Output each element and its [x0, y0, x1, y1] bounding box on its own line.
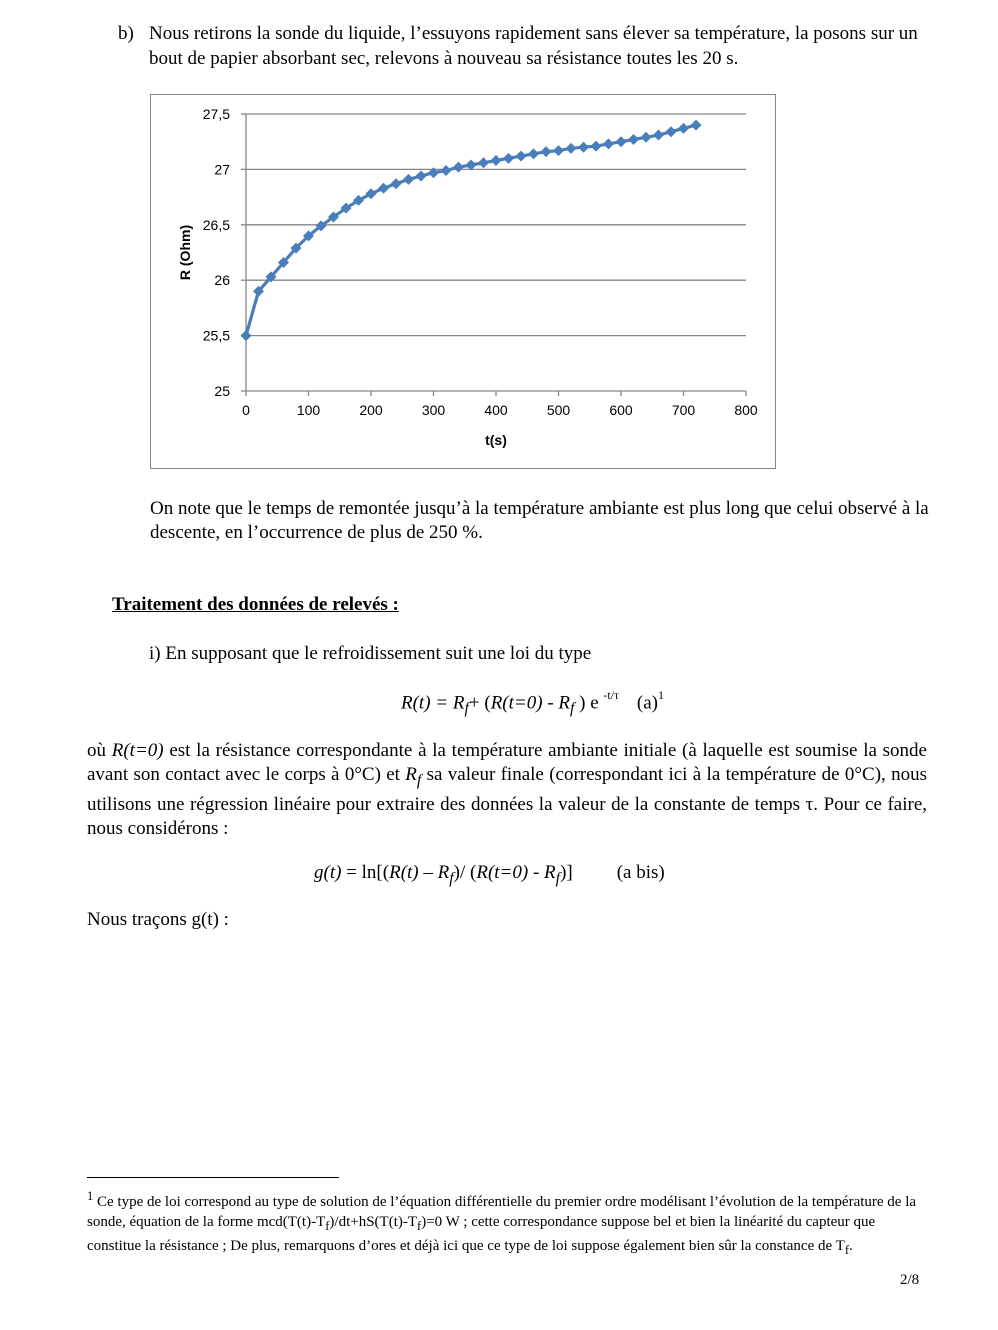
data-point	[653, 130, 664, 141]
eq-b-rt0: R(t=0)	[476, 862, 529, 883]
para-rf: R	[405, 764, 417, 785]
data-point	[678, 123, 689, 134]
data-point	[666, 126, 677, 137]
eq-b-rt: R(t)	[389, 862, 419, 883]
eq-b-rf1: R	[437, 862, 450, 883]
footnote-sub-2: f	[417, 1219, 422, 1233]
item-b-text: Nous retirons la sonde du liquide, l’essuyons rapidement sans élever sa température, la posons sur un bout de papier absorbant sec, relevons à nouveau sa résistance toutes les 20 s.	[149, 23, 918, 69]
eq-a-lhs: R(t) =	[401, 692, 453, 714]
x-tick-label: 200	[359, 402, 383, 418]
footnote-text-1: Ce type de loi correspond au type de solution de l’équation différentielle du premier ordre modélisant l’évolution de la température de la sonde, équation de la forme mcd(T(t)-T	[87, 1194, 917, 1230]
eq-a-plus: + (	[468, 692, 491, 714]
para-rf-sub: f	[416, 771, 422, 789]
eq-b-eq: = ln[(	[341, 862, 390, 883]
data-point	[591, 141, 602, 152]
x-tick-label: 0	[242, 402, 250, 418]
trace-text: Nous traçons g(t) :	[87, 909, 229, 930]
data-point	[478, 157, 489, 168]
eq-b-minus1: –	[418, 862, 438, 883]
item-b	[118, 21, 928, 71]
data-point	[378, 183, 389, 194]
data-point	[603, 138, 614, 149]
x-tick-label: 800	[734, 402, 758, 418]
eq-a-close: ) e	[574, 692, 604, 714]
eq-b-sep: )/ (	[453, 862, 477, 883]
data-point	[416, 171, 427, 182]
eq-b-rf2-sub: f	[555, 869, 561, 887]
eq-b-lhs: g(t)	[314, 862, 342, 883]
x-tick-label: 400	[484, 402, 508, 418]
data-point	[403, 174, 414, 185]
data-point	[691, 120, 702, 131]
x-tick-label: 300	[421, 402, 446, 418]
eq-b-rf1-sub: f	[449, 869, 454, 887]
footnote-sub-3: f	[844, 1243, 849, 1257]
section-title: Traitement des données de relevés :	[112, 594, 399, 615]
data-point	[528, 148, 539, 159]
footnote-divider	[87, 1177, 339, 1178]
intro-i: i) En supposant que le refroidissement suit une loi du type	[149, 643, 592, 664]
page-number: 2/8	[900, 1272, 920, 1288]
series-line	[246, 125, 696, 336]
data-point	[578, 142, 589, 153]
y-tick-label: 26	[214, 272, 230, 289]
data-point	[616, 136, 627, 147]
data-point	[491, 155, 502, 166]
x-tick-label: 700	[671, 402, 696, 418]
y-tick-label: 25	[214, 383, 230, 399]
footnote-text-2: )/dt+hS(T(t)-T	[329, 1214, 418, 1230]
equation-b	[314, 862, 665, 888]
para-part-1: où	[87, 740, 112, 761]
data-point	[441, 165, 452, 176]
eq-a-exponent: -t/τ	[603, 688, 619, 702]
data-point	[628, 134, 639, 145]
data-point	[503, 153, 514, 164]
footnote-ref: 1	[658, 688, 665, 702]
y-tick-label: 25,5	[202, 327, 230, 344]
explanation-paragraph	[87, 739, 927, 841]
equation-a	[401, 690, 664, 718]
y-tick-label: 26,5	[202, 216, 230, 233]
x-axis-title: t(s)	[485, 432, 507, 448]
eq-b-close: )]	[560, 862, 573, 883]
item-b-marker: b)	[118, 23, 134, 44]
eq-b-rf2: R	[544, 862, 556, 883]
eq-a-minus: -	[542, 692, 559, 714]
data-point	[453, 162, 464, 173]
eq-a-rf1-sub: f	[464, 700, 469, 718]
eq-a-rf2: R	[558, 692, 570, 714]
footnote-text-3: )=0 W ; cette correspondance suppose bel et bien la linéarité du capteur que constitue la résistance ; De plus, remarquons d’ores et déjà ici que ce type de loi suppose également bien sûr la constance de T	[87, 1214, 876, 1254]
data-point	[566, 143, 577, 154]
x-tick-label: 100	[296, 402, 321, 418]
eq-a-rt0: R(t=0)	[490, 692, 543, 714]
data-point	[516, 151, 527, 162]
eq-a-rf2-sub: f	[570, 700, 575, 718]
footnote-sub-1: f	[325, 1219, 330, 1233]
para-part-2: est la résistance correspondante à la température ambiante initiale (à laquelle est soumise la sonde avant son contact avec le corps à 0°C) et	[87, 740, 927, 785]
eq-a-rf1: R	[452, 692, 465, 714]
eq-b-tag: (a bis)	[616, 862, 665, 883]
note-paragraph: On note que le temps de remontée jusqu’à la température ambiante est plus long que celui observé à la descente, en l’occurrence de plus de 250 %.	[150, 498, 929, 543]
footnote-text-4: .	[848, 1238, 853, 1254]
para-rt0: R(t=0)	[111, 740, 164, 761]
data-point	[241, 330, 252, 341]
para-part-3: sa valeur finale (correspondant ici à la température de 0°C), nous utilisons une régression linéaire pour extraire des données la valeur de la constante de temps τ. Pour ce faire, nous considérons :	[87, 764, 927, 839]
y-tick-label: 27,5	[202, 106, 230, 122]
footnote-number: 1	[87, 1189, 94, 1203]
resistance-chart	[150, 94, 776, 469]
footnote	[87, 1186, 927, 1260]
data-point	[541, 146, 552, 157]
x-tick-label: 500	[546, 402, 571, 418]
eq-a-tag: (a)	[636, 692, 659, 714]
y-axis-title: R (Ohm)	[177, 224, 193, 281]
data-point	[553, 145, 564, 156]
data-point	[641, 132, 652, 143]
x-tick-label: 600	[609, 402, 633, 418]
eq-b-minus2: -	[528, 862, 545, 883]
y-tick-label: 27	[214, 161, 230, 178]
chart-canvas	[151, 95, 777, 470]
data-point	[391, 178, 402, 189]
